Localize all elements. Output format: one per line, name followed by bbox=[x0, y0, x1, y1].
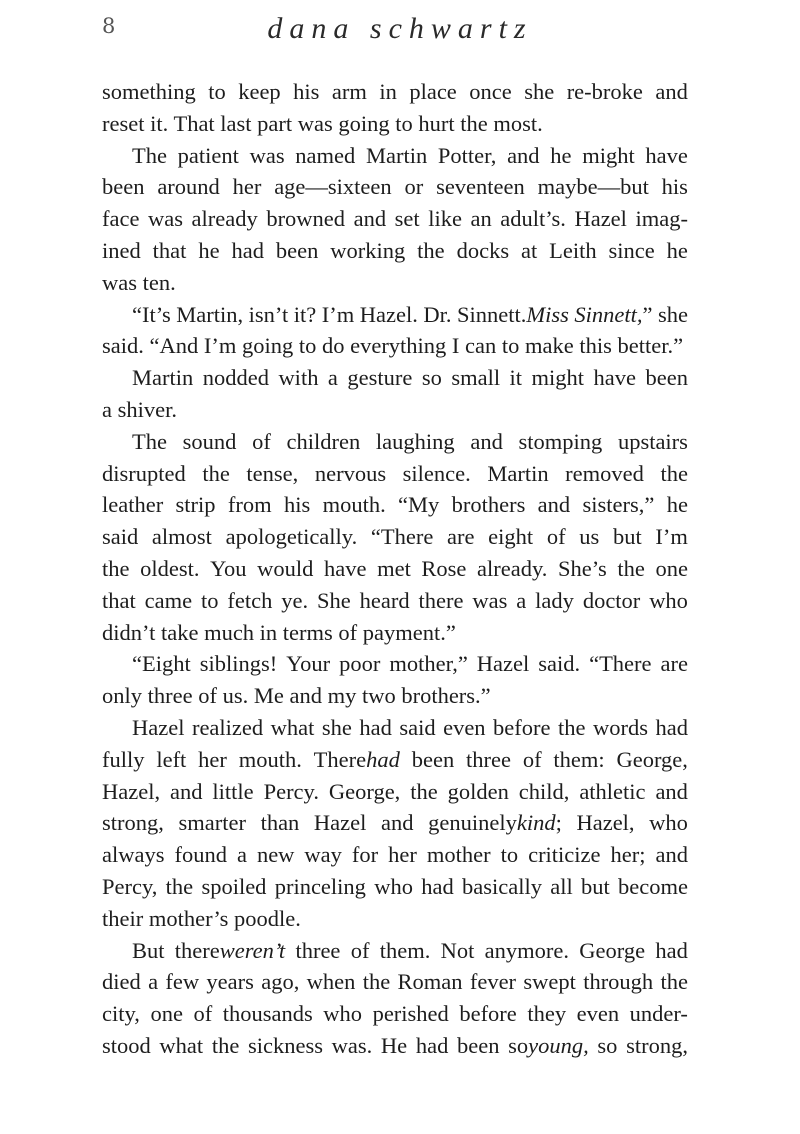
word: Dr. bbox=[423, 301, 452, 327]
word: like bbox=[428, 206, 462, 232]
word: been bbox=[456, 1032, 500, 1058]
word: her bbox=[232, 174, 262, 200]
word: She bbox=[317, 587, 351, 613]
word: adult’s. bbox=[500, 206, 566, 232]
word: at bbox=[520, 237, 538, 263]
word: oldest. bbox=[140, 555, 200, 581]
word: that bbox=[102, 587, 136, 613]
word: to bbox=[208, 79, 226, 104]
word: realized bbox=[191, 714, 264, 740]
word: brothers bbox=[451, 492, 526, 518]
word: a bbox=[236, 842, 247, 868]
word: stood bbox=[102, 1032, 151, 1058]
word: genuinelykind; bbox=[428, 810, 562, 836]
text-line bbox=[102, 839, 688, 871]
word: already bbox=[191, 206, 258, 232]
text-line bbox=[102, 489, 688, 521]
word: and bbox=[655, 79, 688, 104]
word: but bbox=[581, 873, 610, 899]
word: mouth. bbox=[238, 746, 302, 772]
word: and bbox=[353, 206, 387, 232]
word: Percy, bbox=[102, 873, 158, 899]
word: around bbox=[157, 174, 220, 200]
text-line bbox=[102, 235, 688, 267]
word: what bbox=[270, 714, 315, 740]
word: them. bbox=[379, 937, 431, 963]
word: maybe—but bbox=[537, 174, 649, 200]
word: she bbox=[524, 79, 555, 104]
word: and bbox=[381, 810, 414, 836]
word: the bbox=[102, 555, 130, 581]
word: The bbox=[132, 142, 167, 168]
word: disrupted bbox=[102, 460, 186, 486]
word: named bbox=[295, 142, 356, 168]
word: Potter, bbox=[437, 142, 497, 168]
body-text bbox=[102, 76, 688, 1062]
word: found bbox=[174, 842, 227, 868]
word: the bbox=[410, 778, 438, 804]
word: are bbox=[447, 524, 475, 550]
word: three bbox=[466, 746, 511, 772]
word: her bbox=[388, 842, 417, 868]
text-line bbox=[102, 744, 688, 776]
word: perished bbox=[372, 1001, 449, 1027]
word: and bbox=[655, 842, 688, 868]
word: fetch bbox=[227, 587, 273, 613]
word: through bbox=[583, 969, 654, 995]
word: sisters,” bbox=[582, 492, 655, 518]
word: was bbox=[249, 142, 285, 168]
word: George, bbox=[328, 778, 401, 804]
word: You bbox=[210, 555, 247, 581]
word: her bbox=[198, 746, 227, 772]
word: that bbox=[152, 237, 187, 263]
word: to bbox=[201, 587, 219, 613]
word: strip bbox=[175, 492, 216, 518]
word: doctor bbox=[582, 587, 641, 613]
word: said. bbox=[538, 651, 581, 677]
line-text: reset it. That last part was going to hurt the most. bbox=[102, 110, 543, 136]
word: George bbox=[579, 937, 646, 963]
word: and bbox=[170, 778, 203, 804]
word: her; bbox=[610, 842, 646, 868]
text-line bbox=[102, 585, 688, 617]
word: patient bbox=[177, 142, 239, 168]
word: who bbox=[323, 1001, 363, 1027]
word: the bbox=[165, 873, 194, 899]
word: he bbox=[666, 492, 688, 518]
word: to bbox=[500, 842, 519, 868]
word: “Eight bbox=[132, 651, 191, 677]
text-line bbox=[102, 171, 688, 203]
word: who bbox=[649, 810, 688, 836]
word: the bbox=[660, 969, 688, 995]
word: of bbox=[546, 524, 566, 550]
word: an bbox=[470, 206, 492, 232]
word: Your bbox=[286, 651, 331, 677]
word: removed bbox=[565, 460, 644, 486]
text-line bbox=[102, 362, 688, 394]
word: the bbox=[558, 714, 586, 740]
word: are bbox=[660, 651, 688, 677]
word: had bbox=[655, 714, 688, 740]
word: Hazel bbox=[313, 810, 367, 836]
word: siblings! bbox=[199, 651, 278, 677]
word: sickness bbox=[247, 1032, 323, 1058]
word: since bbox=[608, 237, 655, 263]
word: But bbox=[132, 937, 165, 963]
word: She’s bbox=[557, 555, 607, 581]
text-line bbox=[102, 617, 688, 649]
word: but bbox=[612, 524, 642, 550]
word: sound bbox=[182, 428, 237, 454]
word: even bbox=[443, 714, 486, 740]
text-line bbox=[102, 140, 688, 172]
word: words bbox=[592, 714, 648, 740]
text-line bbox=[102, 1030, 688, 1062]
word: ye. bbox=[281, 587, 309, 613]
word: who bbox=[649, 587, 688, 613]
word: mother bbox=[426, 842, 491, 868]
word: seventeen bbox=[436, 174, 525, 200]
word: before bbox=[493, 714, 551, 740]
word: Sinnett.Miss bbox=[456, 301, 569, 327]
word: they bbox=[527, 1001, 567, 1027]
word: Rose bbox=[421, 555, 467, 581]
word: child, bbox=[518, 778, 570, 804]
word: lady bbox=[535, 587, 574, 613]
word: Hazel bbox=[476, 651, 530, 677]
word: one bbox=[655, 555, 688, 581]
text-line bbox=[102, 776, 688, 808]
word: his bbox=[661, 174, 688, 200]
word: already. bbox=[477, 555, 548, 581]
word: the bbox=[211, 1032, 240, 1058]
word: almost bbox=[151, 524, 212, 550]
word: browned bbox=[266, 206, 346, 232]
word: athletic bbox=[579, 778, 646, 804]
text-line bbox=[102, 553, 688, 585]
word: heard bbox=[359, 587, 410, 613]
word: once bbox=[469, 79, 512, 104]
word: Sinnett,” bbox=[574, 301, 653, 327]
word: fully bbox=[102, 746, 145, 772]
text-line bbox=[102, 521, 688, 553]
word: few bbox=[165, 969, 200, 995]
word: arm bbox=[331, 79, 367, 104]
word: golden bbox=[447, 778, 509, 804]
word: been bbox=[645, 365, 688, 391]
word: said bbox=[399, 714, 436, 740]
word: and bbox=[655, 778, 688, 804]
word: thousands bbox=[222, 1001, 313, 1027]
word: was bbox=[148, 206, 183, 232]
word: eight bbox=[488, 524, 534, 550]
word: princeling bbox=[274, 873, 366, 899]
word: leather bbox=[102, 492, 164, 518]
word: a bbox=[516, 587, 527, 613]
word: Hazel, bbox=[576, 810, 635, 836]
word: met bbox=[377, 555, 411, 581]
word: mouth. bbox=[322, 492, 386, 518]
word: soyoung, bbox=[508, 1032, 589, 1058]
line-text: said. “And I’m going to do everything I can to make this better.” bbox=[102, 333, 684, 359]
word: The bbox=[132, 428, 167, 454]
word: a bbox=[148, 969, 159, 995]
text-line bbox=[102, 426, 688, 458]
word: Hazel bbox=[574, 206, 627, 232]
word: us bbox=[579, 524, 600, 550]
word: so bbox=[597, 1032, 618, 1058]
word: docks bbox=[456, 237, 510, 263]
word: been bbox=[411, 746, 455, 772]
word: upstairs bbox=[617, 428, 688, 454]
word: of bbox=[350, 937, 370, 963]
word: years bbox=[206, 969, 254, 995]
word: have bbox=[324, 555, 367, 581]
text-line bbox=[102, 903, 688, 935]
text-line bbox=[102, 998, 688, 1030]
text-line bbox=[102, 299, 688, 331]
word: under- bbox=[629, 1001, 688, 1027]
text-line bbox=[102, 108, 688, 140]
word: and bbox=[470, 428, 503, 454]
word: them: bbox=[553, 746, 605, 772]
word: he bbox=[666, 237, 688, 263]
word: than bbox=[260, 810, 300, 836]
word: his bbox=[293, 79, 320, 104]
word: gesture bbox=[347, 365, 413, 391]
word: new bbox=[256, 842, 295, 868]
word: he bbox=[198, 237, 220, 263]
word: with bbox=[278, 365, 319, 391]
word: George, bbox=[616, 746, 688, 772]
word: imag- bbox=[635, 206, 688, 232]
word: stomping bbox=[518, 428, 603, 454]
word: have bbox=[645, 142, 688, 168]
text-line bbox=[102, 76, 688, 108]
word: Martin bbox=[365, 142, 428, 168]
word: she bbox=[321, 714, 352, 740]
word: working bbox=[330, 237, 406, 263]
word: left bbox=[156, 746, 187, 772]
word: become bbox=[618, 873, 688, 899]
word: so bbox=[421, 365, 442, 391]
text-line bbox=[102, 680, 688, 712]
word: his bbox=[283, 492, 311, 518]
word: had bbox=[421, 873, 454, 899]
word: in bbox=[379, 79, 397, 104]
word: the bbox=[660, 460, 688, 486]
page-number: 8 bbox=[102, 14, 116, 38]
word: face bbox=[102, 206, 140, 232]
word: before bbox=[459, 1001, 517, 1027]
word: He bbox=[380, 1032, 408, 1058]
word: small bbox=[451, 365, 501, 391]
word: strong, bbox=[102, 810, 164, 836]
word: I’m bbox=[655, 524, 688, 550]
word: always bbox=[102, 842, 165, 868]
word: might bbox=[582, 142, 635, 168]
text-line bbox=[102, 935, 688, 967]
word: the bbox=[202, 460, 230, 486]
word: and bbox=[537, 492, 571, 518]
word: had bbox=[359, 714, 392, 740]
word: who bbox=[374, 873, 413, 899]
word: tense, bbox=[246, 460, 299, 486]
line-text: a shiver. bbox=[102, 396, 177, 422]
word: re-broke bbox=[566, 79, 643, 104]
word: children bbox=[286, 428, 361, 454]
word: for bbox=[351, 842, 379, 868]
word: criticize bbox=[528, 842, 601, 868]
word: been bbox=[102, 174, 145, 200]
text-line bbox=[102, 712, 688, 744]
word: “There bbox=[370, 524, 434, 550]
word: silence. bbox=[402, 460, 471, 486]
word: all bbox=[550, 873, 573, 899]
word: Martin bbox=[132, 365, 194, 391]
word: isn’t bbox=[248, 301, 289, 327]
word: when bbox=[306, 969, 356, 995]
word: Hazel bbox=[132, 714, 185, 740]
word: way bbox=[304, 842, 342, 868]
word: Roman bbox=[397, 969, 463, 995]
word: had bbox=[415, 1032, 449, 1058]
word: keep bbox=[238, 79, 281, 104]
word: Martin bbox=[487, 460, 549, 486]
word: apologetically. bbox=[225, 524, 358, 550]
word: there bbox=[418, 587, 464, 613]
word: the bbox=[617, 555, 645, 581]
word: was bbox=[472, 587, 508, 613]
word: thereweren’t bbox=[174, 937, 286, 963]
word: place bbox=[409, 79, 457, 104]
word: and bbox=[507, 142, 540, 168]
word: “There bbox=[589, 651, 652, 677]
word: came bbox=[144, 587, 193, 613]
word: basically bbox=[461, 873, 542, 899]
text-line bbox=[102, 203, 688, 235]
word: died bbox=[102, 969, 141, 995]
line-text: didn’t take much in terms of payment.” bbox=[102, 619, 456, 645]
word: little bbox=[212, 778, 254, 804]
word: ined bbox=[102, 237, 141, 263]
line-text: only three of us. Me and my two brothers.” bbox=[102, 683, 491, 709]
text-line bbox=[102, 330, 688, 362]
word: or bbox=[404, 174, 424, 200]
word: smarter bbox=[178, 810, 246, 836]
word: swept bbox=[523, 969, 576, 995]
word: anymore. bbox=[484, 937, 570, 963]
text-line bbox=[102, 966, 688, 998]
word: laughing bbox=[375, 428, 455, 454]
word: it bbox=[509, 365, 523, 391]
word: was. bbox=[331, 1032, 373, 1058]
word: Hazel, bbox=[102, 778, 161, 804]
text-line bbox=[102, 871, 688, 903]
word: Martin, bbox=[176, 301, 244, 327]
word: “It’s bbox=[132, 301, 171, 327]
line-text: their mother’s poodle. bbox=[102, 905, 301, 931]
running-head: dana schwartz bbox=[267, 12, 533, 45]
word: had bbox=[655, 937, 688, 963]
word: the bbox=[417, 237, 445, 263]
word: have bbox=[593, 365, 636, 391]
word: mother,” bbox=[389, 651, 468, 677]
word: it? bbox=[293, 301, 317, 327]
word: Percy. bbox=[263, 778, 319, 804]
word: of bbox=[522, 746, 542, 772]
word: might bbox=[531, 365, 585, 391]
word: ago, bbox=[261, 969, 300, 995]
word: I’m bbox=[321, 301, 355, 327]
word: from bbox=[227, 492, 272, 518]
word: nodded bbox=[202, 365, 269, 391]
text-line bbox=[102, 394, 688, 426]
word: Leith bbox=[549, 237, 597, 263]
text-line bbox=[102, 807, 688, 839]
word: Therehad bbox=[313, 746, 400, 772]
word: of bbox=[193, 1001, 213, 1027]
word: something bbox=[102, 79, 196, 104]
word: even bbox=[576, 1001, 620, 1027]
word: fever bbox=[469, 969, 517, 995]
word: he bbox=[550, 142, 572, 168]
word: Hazel. bbox=[359, 301, 418, 327]
word: she bbox=[657, 301, 688, 327]
word: spoiled bbox=[201, 873, 267, 899]
word: been bbox=[275, 237, 319, 263]
word: the bbox=[362, 969, 391, 995]
text-line bbox=[102, 648, 688, 680]
word: one bbox=[150, 1001, 183, 1027]
word: poor bbox=[339, 651, 381, 677]
text-line bbox=[102, 267, 688, 299]
word: of bbox=[252, 428, 271, 454]
word: set bbox=[394, 206, 420, 232]
word: strong, bbox=[626, 1032, 688, 1058]
word: what bbox=[159, 1032, 204, 1058]
word: three bbox=[295, 937, 341, 963]
word: a bbox=[327, 365, 338, 391]
word: city, bbox=[102, 1001, 140, 1027]
line-text: was ten. bbox=[102, 269, 176, 295]
text-line bbox=[102, 458, 688, 490]
word: nervous bbox=[314, 460, 387, 486]
word: age—sixteen bbox=[274, 174, 392, 200]
word: had bbox=[231, 237, 264, 263]
word: said bbox=[102, 524, 139, 550]
word: would bbox=[257, 555, 314, 581]
word: “My bbox=[398, 492, 440, 518]
word: Not bbox=[440, 937, 475, 963]
